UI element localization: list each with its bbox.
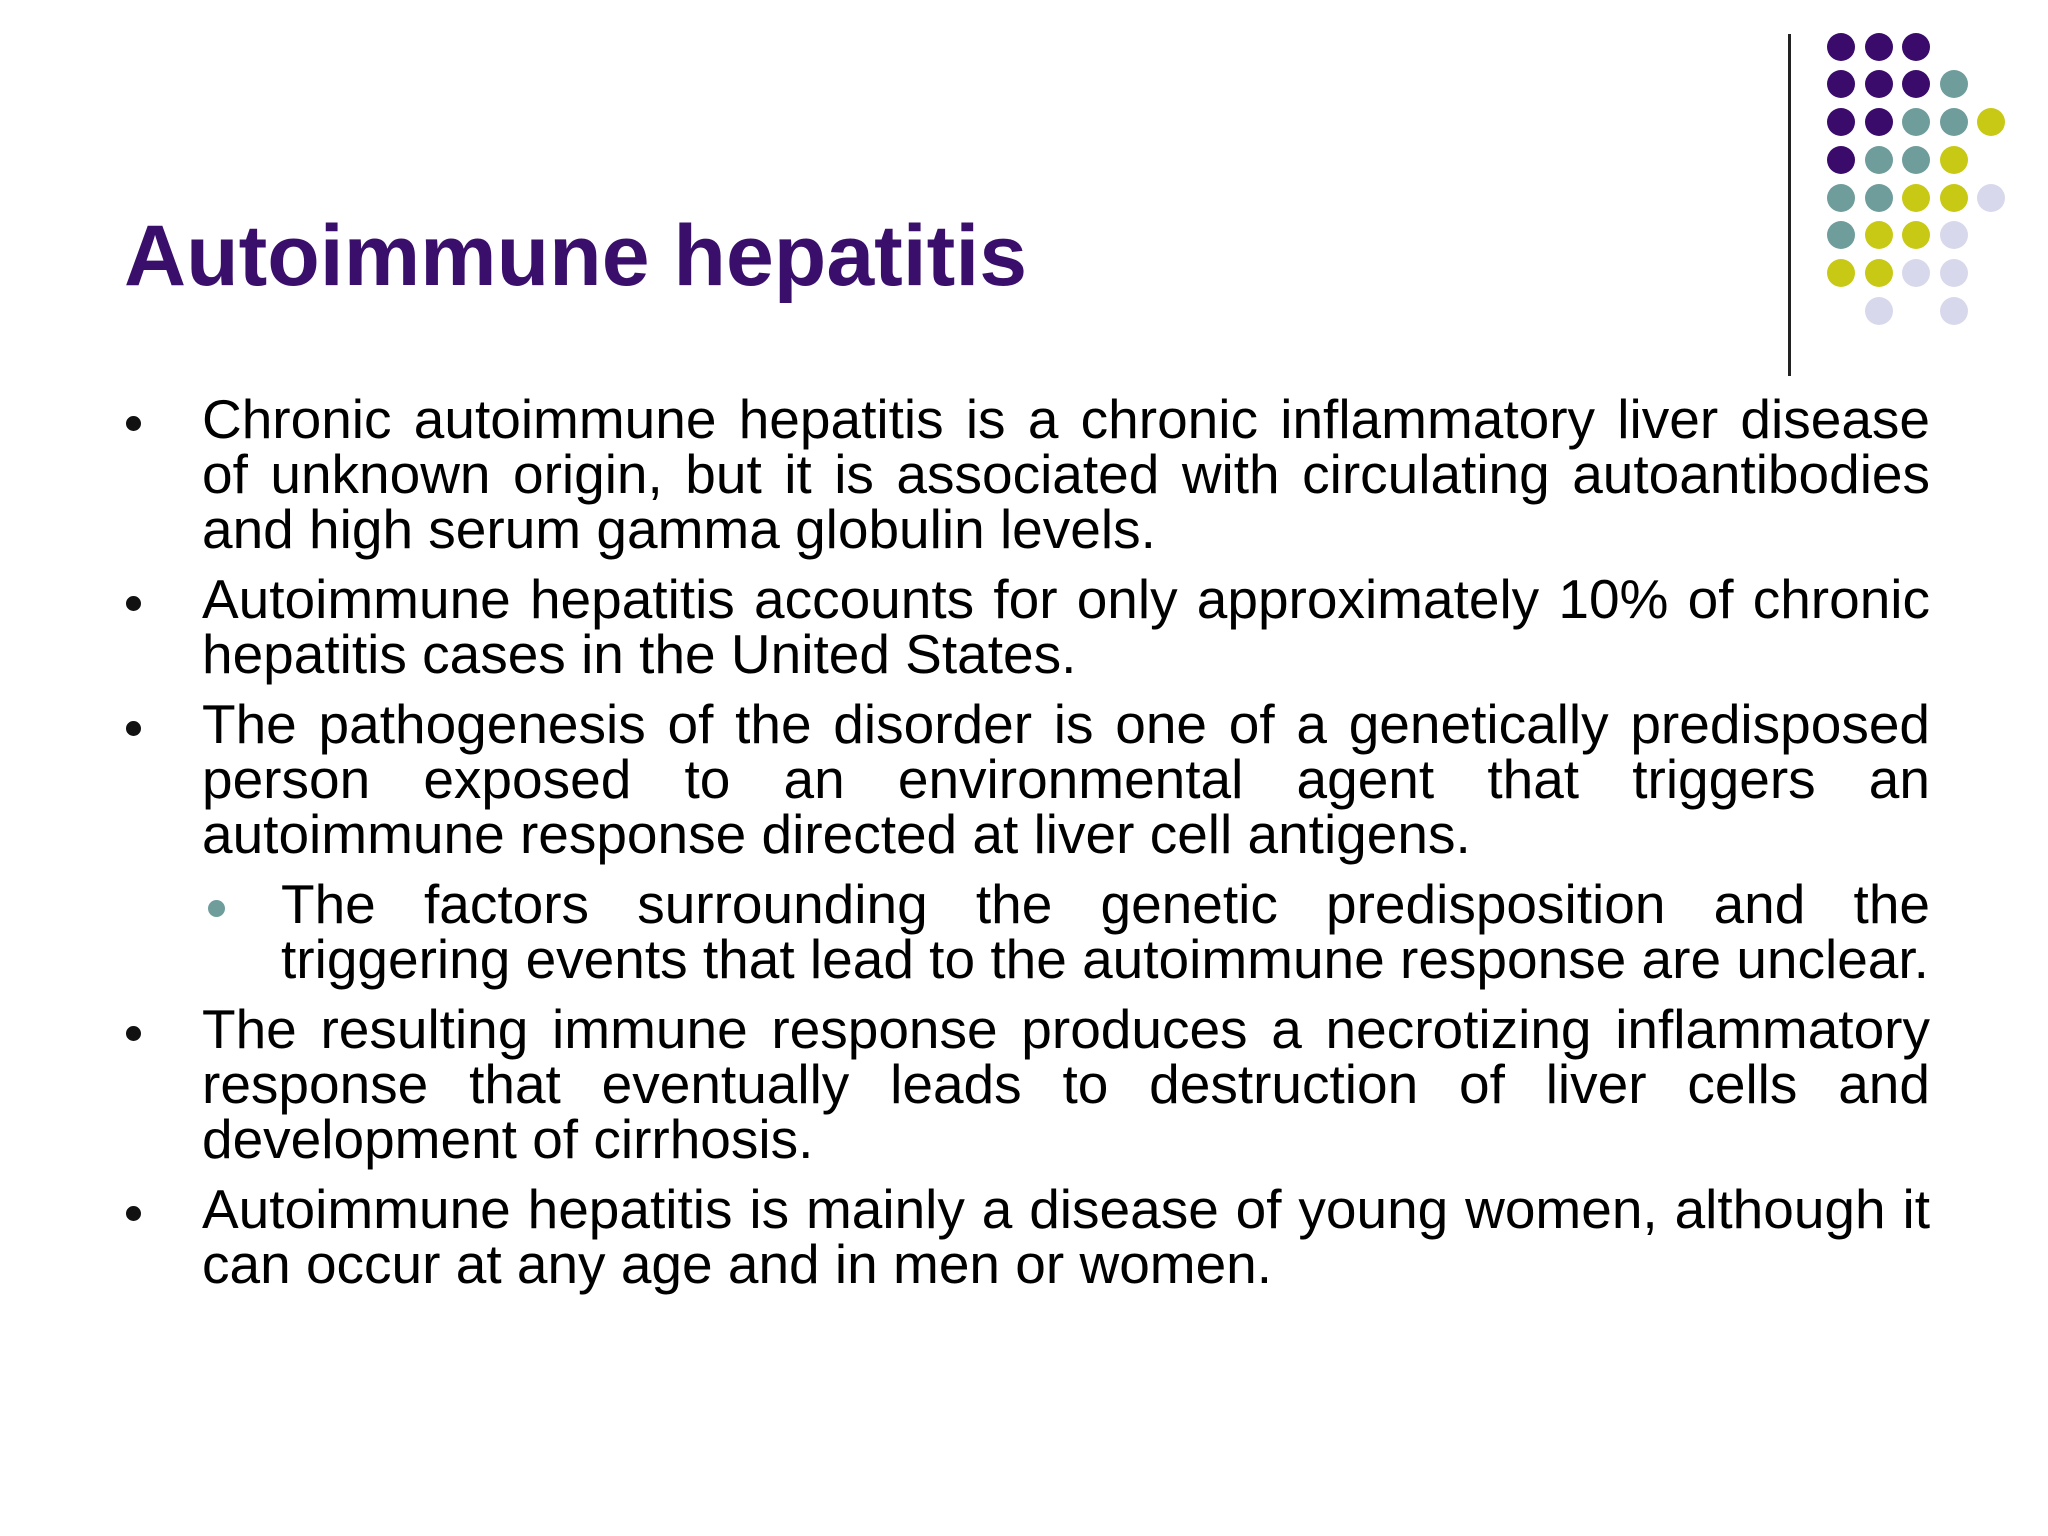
dot — [1940, 184, 1968, 212]
bullet-text: The pathogenesis of the disorder is one of a genetically predisposed person exposed to an environmental agent that triggers an autoimmune response directed at liver cell antigens. — [202, 693, 1930, 865]
dot — [1827, 33, 1855, 61]
bullet-text: Autoimmune hepatitis accounts for only approximately 10% of chronic hepatitis cases in the United States. — [202, 568, 1930, 685]
dot — [1902, 221, 1930, 249]
dot — [1940, 108, 1968, 136]
dot — [1902, 108, 1930, 136]
dot — [1940, 146, 1968, 174]
sub-bullet-dot-icon — [208, 900, 225, 917]
bullet-dot-icon — [126, 416, 141, 431]
bullet-text: Chronic autoimmune hepatitis is a chronic inflammatory liver disease of unknown origin, but it is associated with circulating autoantibodies and high serum gamma globulin levels. — [202, 388, 1930, 560]
sub-bullet-text: The factors surrounding the genetic predisposition and the triggering events that lead to the autoimmune response are unclear. — [281, 873, 1930, 990]
vertical-divider — [1788, 34, 1791, 376]
dot — [1827, 70, 1855, 98]
bullet-dot-icon — [126, 1026, 141, 1041]
bullet-text: The resulting immune response produces a necrotizing inflammatory response that eventually leads to destruction of liver cells and development of cirrhosis. — [202, 998, 1930, 1170]
dot — [1940, 297, 1968, 325]
bullet-item — [124, 1178, 1930, 1295]
dot — [1902, 70, 1930, 98]
slide-title: Autoimmune hepatitis — [124, 208, 1028, 304]
dot — [1902, 184, 1930, 212]
dot — [1865, 221, 1893, 249]
decorative-dot-grid — [0, 0, 2048, 360]
bullet-item — [124, 998, 1930, 1170]
bullet-item — [124, 693, 1930, 865]
bullet-list — [124, 388, 1930, 1307]
dot — [1865, 146, 1893, 174]
dot — [1902, 33, 1930, 61]
dot — [1940, 259, 1968, 287]
dot — [1940, 221, 1968, 249]
dot — [1977, 108, 2005, 136]
dot — [1865, 297, 1893, 325]
dot — [1865, 33, 1893, 61]
dot — [1940, 70, 1968, 98]
bullet-item — [124, 568, 1930, 685]
dot — [1827, 146, 1855, 174]
dot — [1827, 184, 1855, 212]
bullet-dot-icon — [126, 1206, 141, 1221]
dot — [1827, 259, 1855, 287]
dot — [1865, 70, 1893, 98]
bullet-text: Autoimmune hepatitis is mainly a disease of young women, although it can occur at any age and in men or women. — [202, 1178, 1930, 1295]
dot — [1902, 259, 1930, 287]
dot — [1827, 108, 1855, 136]
dot — [1977, 184, 2005, 212]
sub-bullet-item — [124, 873, 1930, 990]
dot — [1865, 259, 1893, 287]
bullet-dot-icon — [126, 596, 141, 611]
dot — [1865, 184, 1893, 212]
dot — [1827, 221, 1855, 249]
dot — [1865, 108, 1893, 136]
bullet-item — [124, 388, 1930, 560]
dot — [1902, 146, 1930, 174]
bullet-dot-icon — [126, 721, 141, 736]
